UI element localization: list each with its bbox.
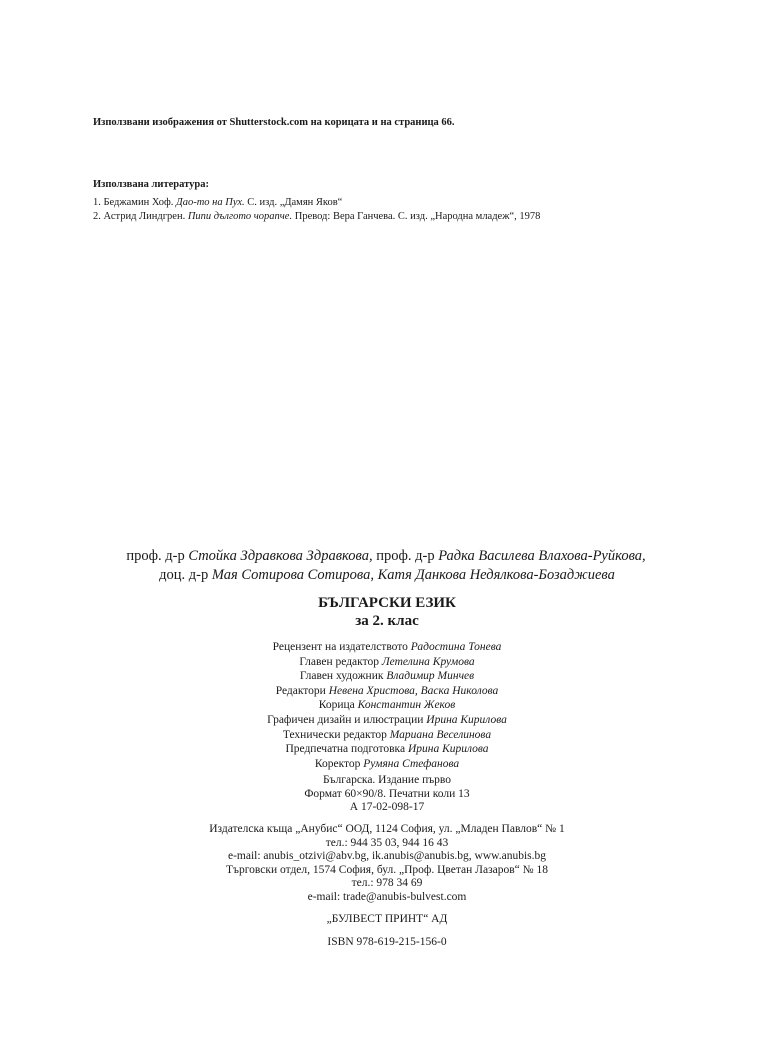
literature-author: 1. Беджамин Хоф.: [93, 197, 177, 208]
literature-item: [93, 196, 540, 210]
credit-line: [0, 728, 774, 743]
isbn: ISBN 978-619-215-156-0: [327, 936, 447, 948]
author-title: проф. д-р: [372, 548, 439, 564]
credit-role: Рецензент на издателството: [272, 641, 411, 653]
credit-role: Предпечатна подготовка: [285, 743, 408, 756]
book-title: БЪЛГАРСКИ ЕЗИК: [318, 595, 456, 611]
credit-name: Ирина Кирилова: [407, 743, 489, 756]
credit-role: Графичен дизайн и илюстрации: [267, 713, 427, 726]
printer-name: „БУЛВЕСТ ПРИНТ“ АД: [326, 913, 448, 925]
sales-phone: тел.: 978 34 69: [351, 877, 423, 890]
credit-line: [0, 757, 774, 772]
credit-line: [0, 669, 774, 684]
credit-line: [0, 713, 774, 728]
credits-list: [0, 640, 774, 771]
credit-name: Владимир Минчев: [386, 670, 475, 683]
literature-author: 2. Астрид Линдгрен.: [93, 211, 188, 222]
credit-name: Румяна Стефанова: [363, 757, 460, 770]
authors-block: [0, 547, 774, 585]
publisher-address: Издателска къща „Анубис“ ООД, 1124 София, ул. „Младен Павлов“ № 1: [209, 823, 565, 835]
author-name: Радка Василева Влахова-Руйкова,: [438, 548, 646, 564]
literature-details: Превод: Вера Ганчева. С. изд. „Народна младеж“, 1978: [292, 211, 541, 222]
literature-item: [93, 210, 540, 224]
authors-line: [0, 547, 774, 566]
credit-role: Технически редактор: [282, 728, 390, 741]
credit-line: [0, 742, 774, 757]
literature-work: Пипи дългото чорапче.: [187, 211, 293, 222]
book-title-block: [0, 594, 774, 630]
credit-name: Невена Христова, Васка Николова: [328, 684, 499, 697]
credit-role: Коректор: [314, 757, 364, 770]
literature-heading: Използвана литература:: [93, 179, 209, 190]
credit-role: Главен художник: [299, 670, 387, 683]
credit-name: Ирина Кирилова: [426, 713, 507, 726]
literature-list: [93, 196, 540, 224]
literature-details: С. изд. „Дамян Яков“: [244, 197, 343, 208]
credit-role: Корица: [318, 699, 358, 712]
edition-language: Българска. Издание първо: [322, 774, 452, 786]
image-credit-note: Използвани изображения от Shutterstock.com на корицата и на страница 66.: [93, 117, 455, 128]
author-title: проф. д-р: [126, 548, 189, 564]
literature-work: Дао-то на Пух.: [176, 197, 245, 208]
credit-role: Редактори: [275, 684, 329, 697]
credit-line: [0, 640, 774, 655]
sales-address: Търговски отдел, 1574 София, бул. „Проф. Цветан Лазаров“ № 18: [226, 863, 548, 876]
credit-line: [0, 684, 774, 699]
edition-info: [0, 774, 774, 815]
credit-name: Мариана Веселинова: [389, 728, 492, 741]
book-subtitle: за 2. клас: [355, 613, 419, 629]
credit-name: Константин Жеков: [357, 699, 456, 712]
credit-line: [0, 698, 774, 713]
author-name: Мая Сотирова Сотирова, Катя Данкова Недялкова-Бозаджиева: [211, 567, 615, 583]
edition-format: Формат 60×90/8. Печатни коли 13: [304, 787, 470, 800]
author-name: Стойка Здравкова Здравкова,: [188, 548, 373, 564]
credit-name: Радостина Тонева: [410, 641, 502, 653]
credit-line: [0, 655, 774, 670]
authors-line: [0, 566, 774, 585]
credit-role: Главен редактор: [299, 655, 382, 668]
sales-email: e-mail: trade@anubis-bulvest.com: [307, 890, 467, 903]
publisher-email: e-mail: anubis_otzivi@abv.bg, ik.anubis@anubis.bg, www.anubis.bg: [227, 850, 546, 863]
edition-code: А 17-02-098-17: [349, 801, 425, 814]
publisher-phone: тел.: 944 35 03, 944 16 43: [325, 836, 449, 849]
author-title: доц. д-р: [159, 567, 212, 583]
credit-name: Летелина Крумова: [381, 655, 475, 668]
publisher-info: [0, 823, 774, 905]
